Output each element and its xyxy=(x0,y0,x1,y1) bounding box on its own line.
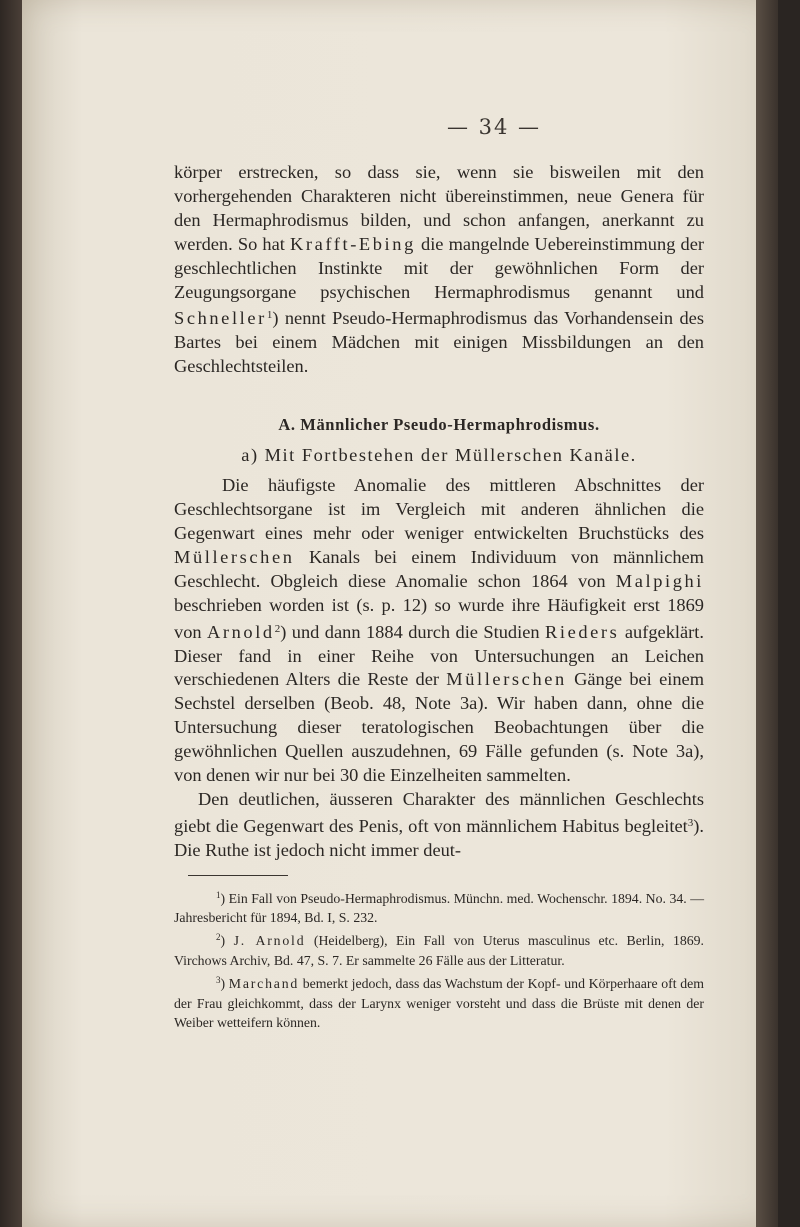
footnote-ref: 2 xyxy=(274,622,281,635)
intro-text: körper erstrecken, so dass sie, wenn sie bisweilen mit den vorhergehenden Charakteren nicht übereinstimmen, neue Genera für den Hermaphrodismus bilden, und schon anfangen, anerkannt zu werden. So hat xyxy=(174,162,704,254)
footnote-text: (Heidelberg), Ein Fall von Uterus masculinus etc. Berlin, 1869. Virchows Archiv, Bd. 47, S. 7. Er sammelte 26 Fälle aus der Litteratur. xyxy=(174,933,705,969)
body-text: Gänge bei einem Sechstel derselben (Beob. 48, Note 3a). Wir haben dann, ohne die Untersuchung dieser teratologischen Beobachtungen über die gewöhnlichen Quellen auszudehnen, 69 Fälle gefunden (s. Note 3a), von denen wir nur bei 30 die Einzelheiten sammelten. xyxy=(174,669,704,786)
footnote: $^2$) J. Arnold (Heidelberg), Ein Fall von Uterus masculinus etc. Berlin, 1869. Virchows Archiv, Bd. 47, S. 7. Er sammelte 26 Fälle aus der Litteratur. xyxy=(174,932,705,969)
body-text: Kanals bei einem Individuum von männlichem Geschlecht. Obgleich diese Anomalie schon 1864 von xyxy=(174,546,704,591)
left-binding-edge xyxy=(0,0,22,1227)
author-name: Schneller xyxy=(174,308,267,329)
body-text: aufgeklärt. Dieser fand in einer Reihe von Untersuchungen an Leichen verschiedenen Alters die Reste der xyxy=(174,621,704,690)
author-name: Malpighi xyxy=(615,570,704,591)
body-text: Den deutlichen, äusseren Charakter des männlichen Geschlechts giebt die Gegenwart des Penis, oft von männlichem Habitus begleitet xyxy=(174,788,704,836)
body-paragraph xyxy=(174,474,704,788)
author-name: Müllerschen xyxy=(174,546,295,567)
author-name: Müllerschen xyxy=(446,669,567,690)
body-text: ). Die Ruthe ist jedoch nicht immer deut- xyxy=(174,815,704,860)
footnote-ref: 1 xyxy=(266,309,273,322)
footnote-mark: 2 xyxy=(216,932,221,943)
intro-paragraph xyxy=(174,161,704,379)
page-number: — 34 — xyxy=(446,115,542,139)
right-page-edge xyxy=(756,0,778,1227)
footnote-divider xyxy=(188,875,288,876)
footnote-ref: 3 xyxy=(687,816,694,829)
footnote-mark: 3 xyxy=(216,974,221,985)
author-name: Krafft-Ebing xyxy=(290,233,416,254)
author-name: J. Arnold xyxy=(233,933,306,949)
subsection-heading: a) Mit Fortbestehen der Müllerschen Kanäle. xyxy=(241,445,637,466)
body-text: ) und dann 1884 durch die Studien xyxy=(280,621,546,642)
book-page xyxy=(22,0,778,1227)
footnote-mark: 1 xyxy=(216,889,221,900)
body-text: Die häufigste Anomalie des mittleren Abschnittes der Geschlechtsorgane ist im Vergleich mit anderen ähnlichen die Gegenwart eines mehr oder weniger entwickelten Bruchstücks des xyxy=(174,475,704,543)
footnote-text: ) Ein Fall von Pseudo-Hermaphrodismus. Münchn. med. Wochenschr. 1894. No. 34. — Jahresbericht für 1894, Bd. I, S. 232. xyxy=(174,890,704,926)
footnote: $^3$) Marchand bemerkt jedoch, dass das Wachstum der Kopf- und Körperhaare oft dem der Frau gleichkommt, dass der Larynx weniger vorsteht und dass die Brüste mit denen der Weiber wetteifern können. xyxy=(174,974,704,1031)
body-paragraph xyxy=(174,788,704,863)
footnote-text: bemerkt jedoch, dass das Wachstum der Kopf- und Körperhaare oft dem der Frau gleichkommt, dass der Larynx weniger vorsteht und dass die Brüste mit denen der Weiber wetteifern können. xyxy=(174,975,704,1031)
intro-text: ) nennt Pseudo-Hermaphrodismus das Vorhandensein des Bartes bei einem Mädchen mit einigen Missbildungen an den Geschlechtsteilen. xyxy=(174,308,704,377)
page-content xyxy=(174,115,704,1033)
author-name: Arnold xyxy=(207,621,275,642)
intro-text: die mangelnde Uebereinstimmung der geschlechtlichen Instinkte mit der gewöhnlichen Form der Zeugungsorgane psychischen Hermaphrodismus genannt und xyxy=(174,233,704,302)
footnote xyxy=(174,886,704,929)
body-text: beschrieben worden ist (s. p. 12) so wurde ihre Häufigkeit erst 1869 von xyxy=(174,594,704,642)
section-heading: A. Männlicher Pseudo-Hermaphrodismus. xyxy=(278,415,600,435)
author-name: Marchand xyxy=(228,975,300,991)
author-name: Rieders xyxy=(545,621,620,642)
